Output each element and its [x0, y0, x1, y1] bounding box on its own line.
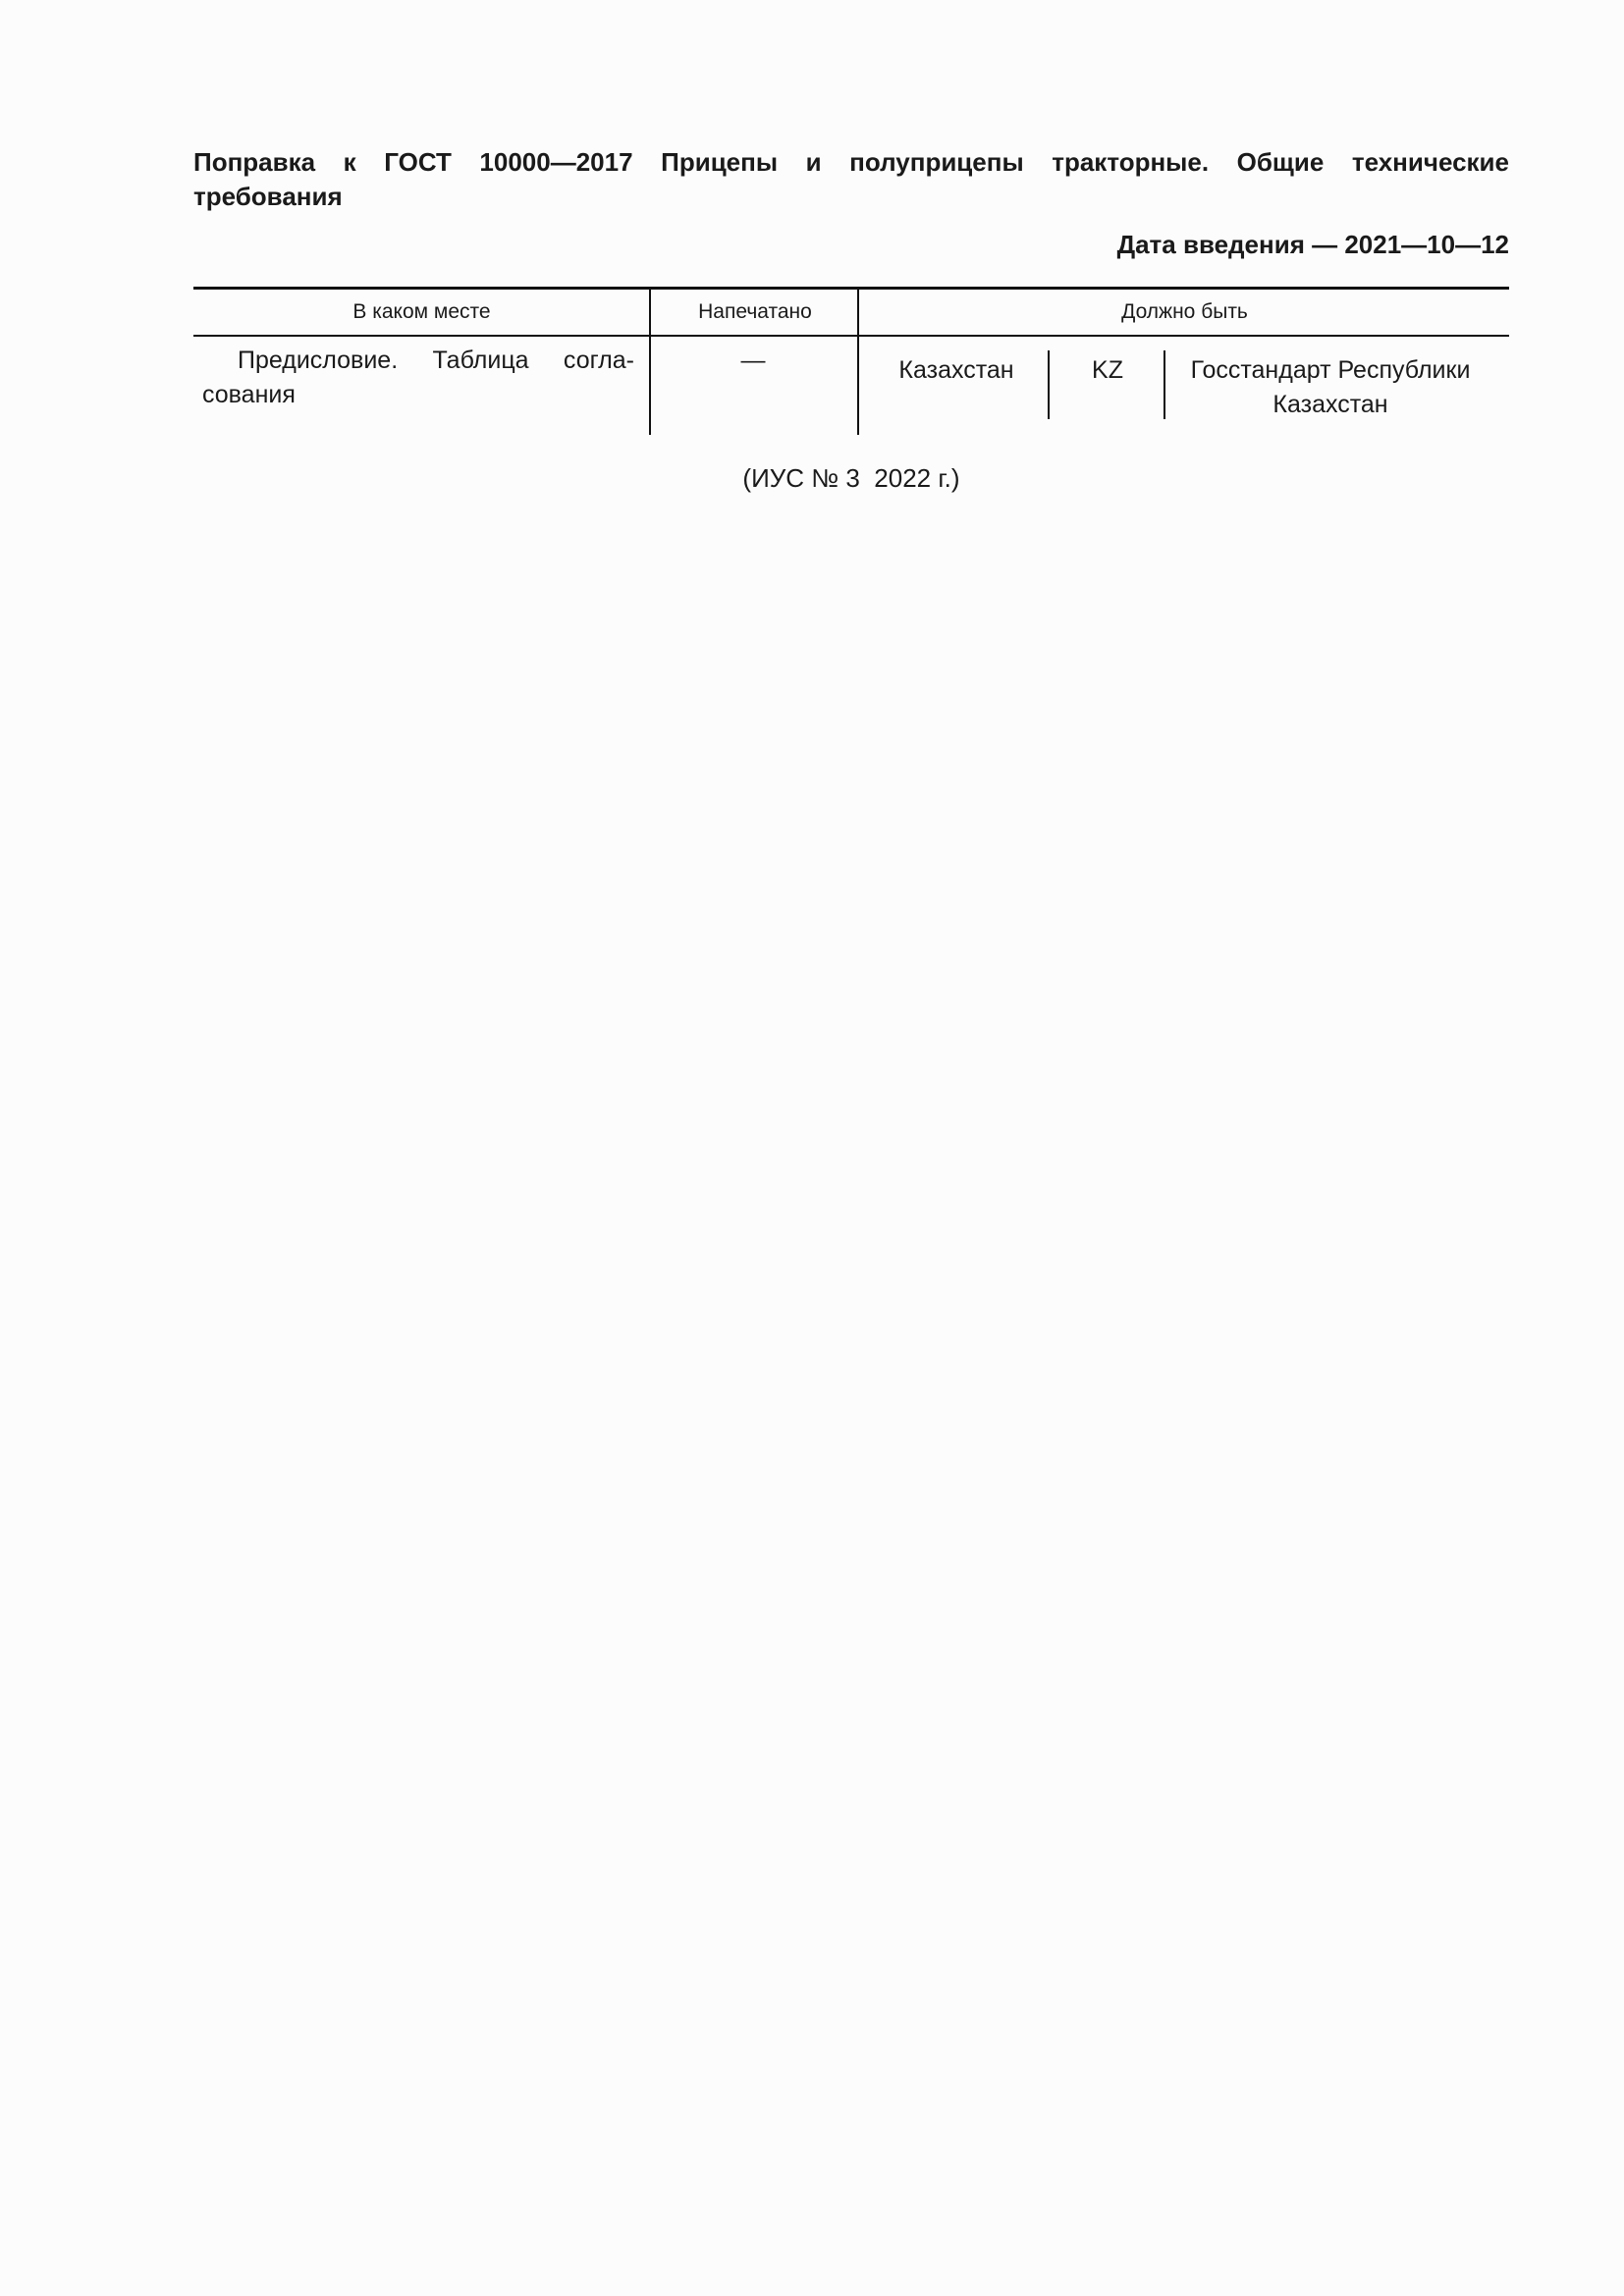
table-cell-country-code: KZ	[1092, 356, 1123, 384]
table-cell-printed: —	[740, 347, 766, 374]
table-cell-agency: Госстандарт Республики Казахстан	[1190, 356, 1471, 418]
document-title: Поправка к ГОСТ 10000—2017 Прицепы и полуприцепы тракторные. Общие технические требования	[193, 147, 1509, 211]
table-header-rule	[193, 335, 1509, 337]
table-cell-country: Казахстан	[898, 356, 1014, 384]
effective-date: Дата введения — 2021—10—12	[1116, 230, 1509, 259]
column-divider-2	[857, 290, 859, 435]
publication-source: (ИУС № 3 2022 г.)	[742, 463, 960, 493]
header-printed: Напечатано	[698, 300, 812, 323]
header-should-be: Должно быть	[1121, 300, 1248, 323]
header-where: В каком месте	[352, 300, 491, 323]
table-cell-where: Предисловие. Таблица согласования	[202, 347, 634, 408]
